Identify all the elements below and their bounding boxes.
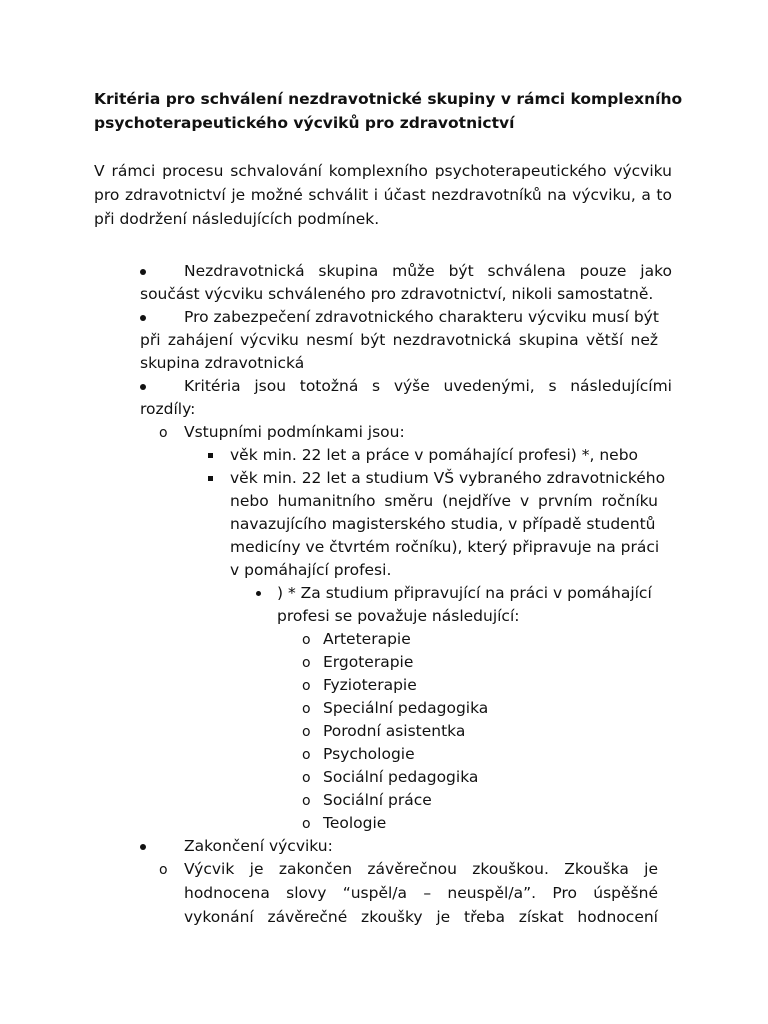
circle-bullet-icon: o bbox=[302, 701, 311, 717]
nested-list-item-continuation bbox=[0, 536, 768, 559]
circle-bullet-icon: o bbox=[302, 678, 311, 694]
list-item-text: rozdíly: bbox=[140, 400, 196, 418]
field-name: Teologie bbox=[323, 814, 387, 832]
nested-list-item bbox=[0, 467, 768, 490]
bullet-icon bbox=[140, 844, 146, 850]
bullet-icon bbox=[140, 384, 146, 390]
list-item-continuation bbox=[0, 352, 768, 375]
list-item-text: Zakončení výcviku: bbox=[184, 837, 333, 855]
field-list-item bbox=[0, 743, 768, 766]
field-name: Arteterapie bbox=[323, 630, 411, 648]
intro-line: pro zdravotnictví je možné schválit i účast nezdravotníků na výcviku, a to bbox=[94, 186, 672, 204]
circle-bullet-icon: o bbox=[302, 632, 311, 648]
nested-list-item-text: věk min. 22 let a studium VŠ vybraného zdravotnického bbox=[230, 469, 666, 487]
field-list-item bbox=[0, 720, 768, 743]
bullet-icon bbox=[140, 269, 146, 275]
circle-bullet-icon: o bbox=[159, 862, 168, 878]
sub-list-item-text: Vstupními podmínkami jsou: bbox=[184, 423, 405, 441]
bullet-icon bbox=[140, 315, 146, 321]
nested-list-item-continuation bbox=[0, 490, 768, 513]
field-list-item bbox=[0, 766, 768, 789]
criteria-list bbox=[0, 260, 768, 930]
document-title bbox=[94, 87, 694, 135]
intro-paragraph bbox=[94, 159, 672, 231]
circle-bullet-icon: o bbox=[302, 770, 311, 786]
field-name: Speciální pedagogika bbox=[323, 699, 489, 717]
list-item bbox=[0, 306, 768, 329]
field-name: Psychologie bbox=[323, 745, 415, 763]
list-item-text: skupina zdravotnická bbox=[140, 354, 305, 372]
sub-list-item bbox=[0, 858, 768, 882]
nested-list-item-continuation bbox=[0, 559, 768, 582]
title-line: Kritéria pro schválení nezdravotnické skupiny v rámci komplexního bbox=[94, 90, 683, 108]
sub-list-item-text: Výcvik je zakončen závěrečnou zkouškou. Zkouška je bbox=[184, 860, 658, 878]
field-name: Porodní asistentka bbox=[323, 722, 466, 740]
square-bullet-icon bbox=[208, 476, 213, 481]
nested-list-item-text: v pomáhající profesi. bbox=[230, 561, 392, 579]
list-item bbox=[0, 375, 768, 398]
sub-list-item-continuation bbox=[0, 882, 768, 906]
list-item-continuation bbox=[0, 329, 768, 352]
deep-list-item-text: ) * Za studium připravující na práci v pomáhající bbox=[277, 584, 652, 602]
field-list-item bbox=[0, 628, 768, 651]
circle-bullet-icon: o bbox=[302, 655, 311, 671]
field-name: Ergoterapie bbox=[323, 653, 414, 671]
field-name: Sociální pedagogika bbox=[323, 768, 479, 786]
bullet-icon bbox=[256, 591, 261, 596]
field-list-item bbox=[0, 812, 768, 835]
list-item-text: Nezdravotnická skupina může být schválena pouze jako bbox=[184, 262, 672, 280]
circle-bullet-icon: o bbox=[159, 425, 168, 441]
sub-list-item-continuation bbox=[0, 906, 768, 930]
deep-list-item-text: profesi se považuje následující: bbox=[277, 607, 520, 625]
field-list-item bbox=[0, 789, 768, 812]
list-item-text: Kritéria jsou totožná s výše uvedenými, s následujícími bbox=[184, 377, 672, 395]
circle-bullet-icon: o bbox=[302, 747, 311, 763]
deep-list-item bbox=[0, 582, 768, 605]
square-bullet-icon bbox=[208, 453, 213, 458]
intro-line: V rámci procesu schvalování komplexního psychoterapeutického výcviku bbox=[94, 162, 672, 180]
nested-list-item-text: medicíny ve čtvrtém ročníku), který připravuje na práci bbox=[230, 538, 660, 556]
title-line: psychoterapeutického výcviků pro zdravotnictví bbox=[94, 114, 515, 132]
nested-list-item-text: navazujícího magisterského studia, v případě studentů bbox=[230, 515, 656, 533]
field-name: Sociální práce bbox=[323, 791, 432, 809]
list-item-continuation bbox=[0, 283, 768, 306]
sub-list-item-text: vykonání závěrečné zkoušky je třeba získat hodnocení bbox=[184, 908, 658, 926]
nested-list-item-continuation bbox=[0, 513, 768, 536]
field-list-item bbox=[0, 697, 768, 720]
circle-bullet-icon: o bbox=[302, 793, 311, 809]
nested-list-item-text: věk min. 22 let a práce v pomáhající profesi) *, nebo bbox=[230, 446, 639, 464]
nested-list-item-text: nebo humanitního směru (nejdříve v prvním ročníku bbox=[230, 492, 658, 510]
sub-list-item-text: hodnocena slovy “uspěl/a – neuspěl/a”. Pro úspěšné bbox=[184, 884, 658, 902]
list-item-continuation bbox=[0, 398, 768, 421]
list-item-text: Pro zabezpečení zdravotnického charakteru výcviku musí být bbox=[184, 308, 659, 326]
sub-list-item bbox=[0, 421, 768, 444]
intro-line: při dodržení následujících podmínek. bbox=[94, 210, 380, 228]
field-list-item bbox=[0, 674, 768, 697]
deep-list-item-continuation bbox=[0, 605, 768, 628]
list-item-text: součást výcviku schváleného pro zdravotnictví, nikoli samostatně. bbox=[140, 285, 654, 303]
list-item bbox=[0, 260, 768, 283]
list-item bbox=[0, 835, 768, 858]
field-list-item bbox=[0, 651, 768, 674]
field-name: Fyzioterapie bbox=[323, 676, 417, 694]
list-item-text: při zahájení výcviku nesmí být nezdravotnická skupina větší než bbox=[140, 331, 658, 349]
nested-list-item bbox=[0, 444, 768, 467]
circle-bullet-icon: o bbox=[302, 816, 311, 832]
circle-bullet-icon: o bbox=[302, 724, 311, 740]
